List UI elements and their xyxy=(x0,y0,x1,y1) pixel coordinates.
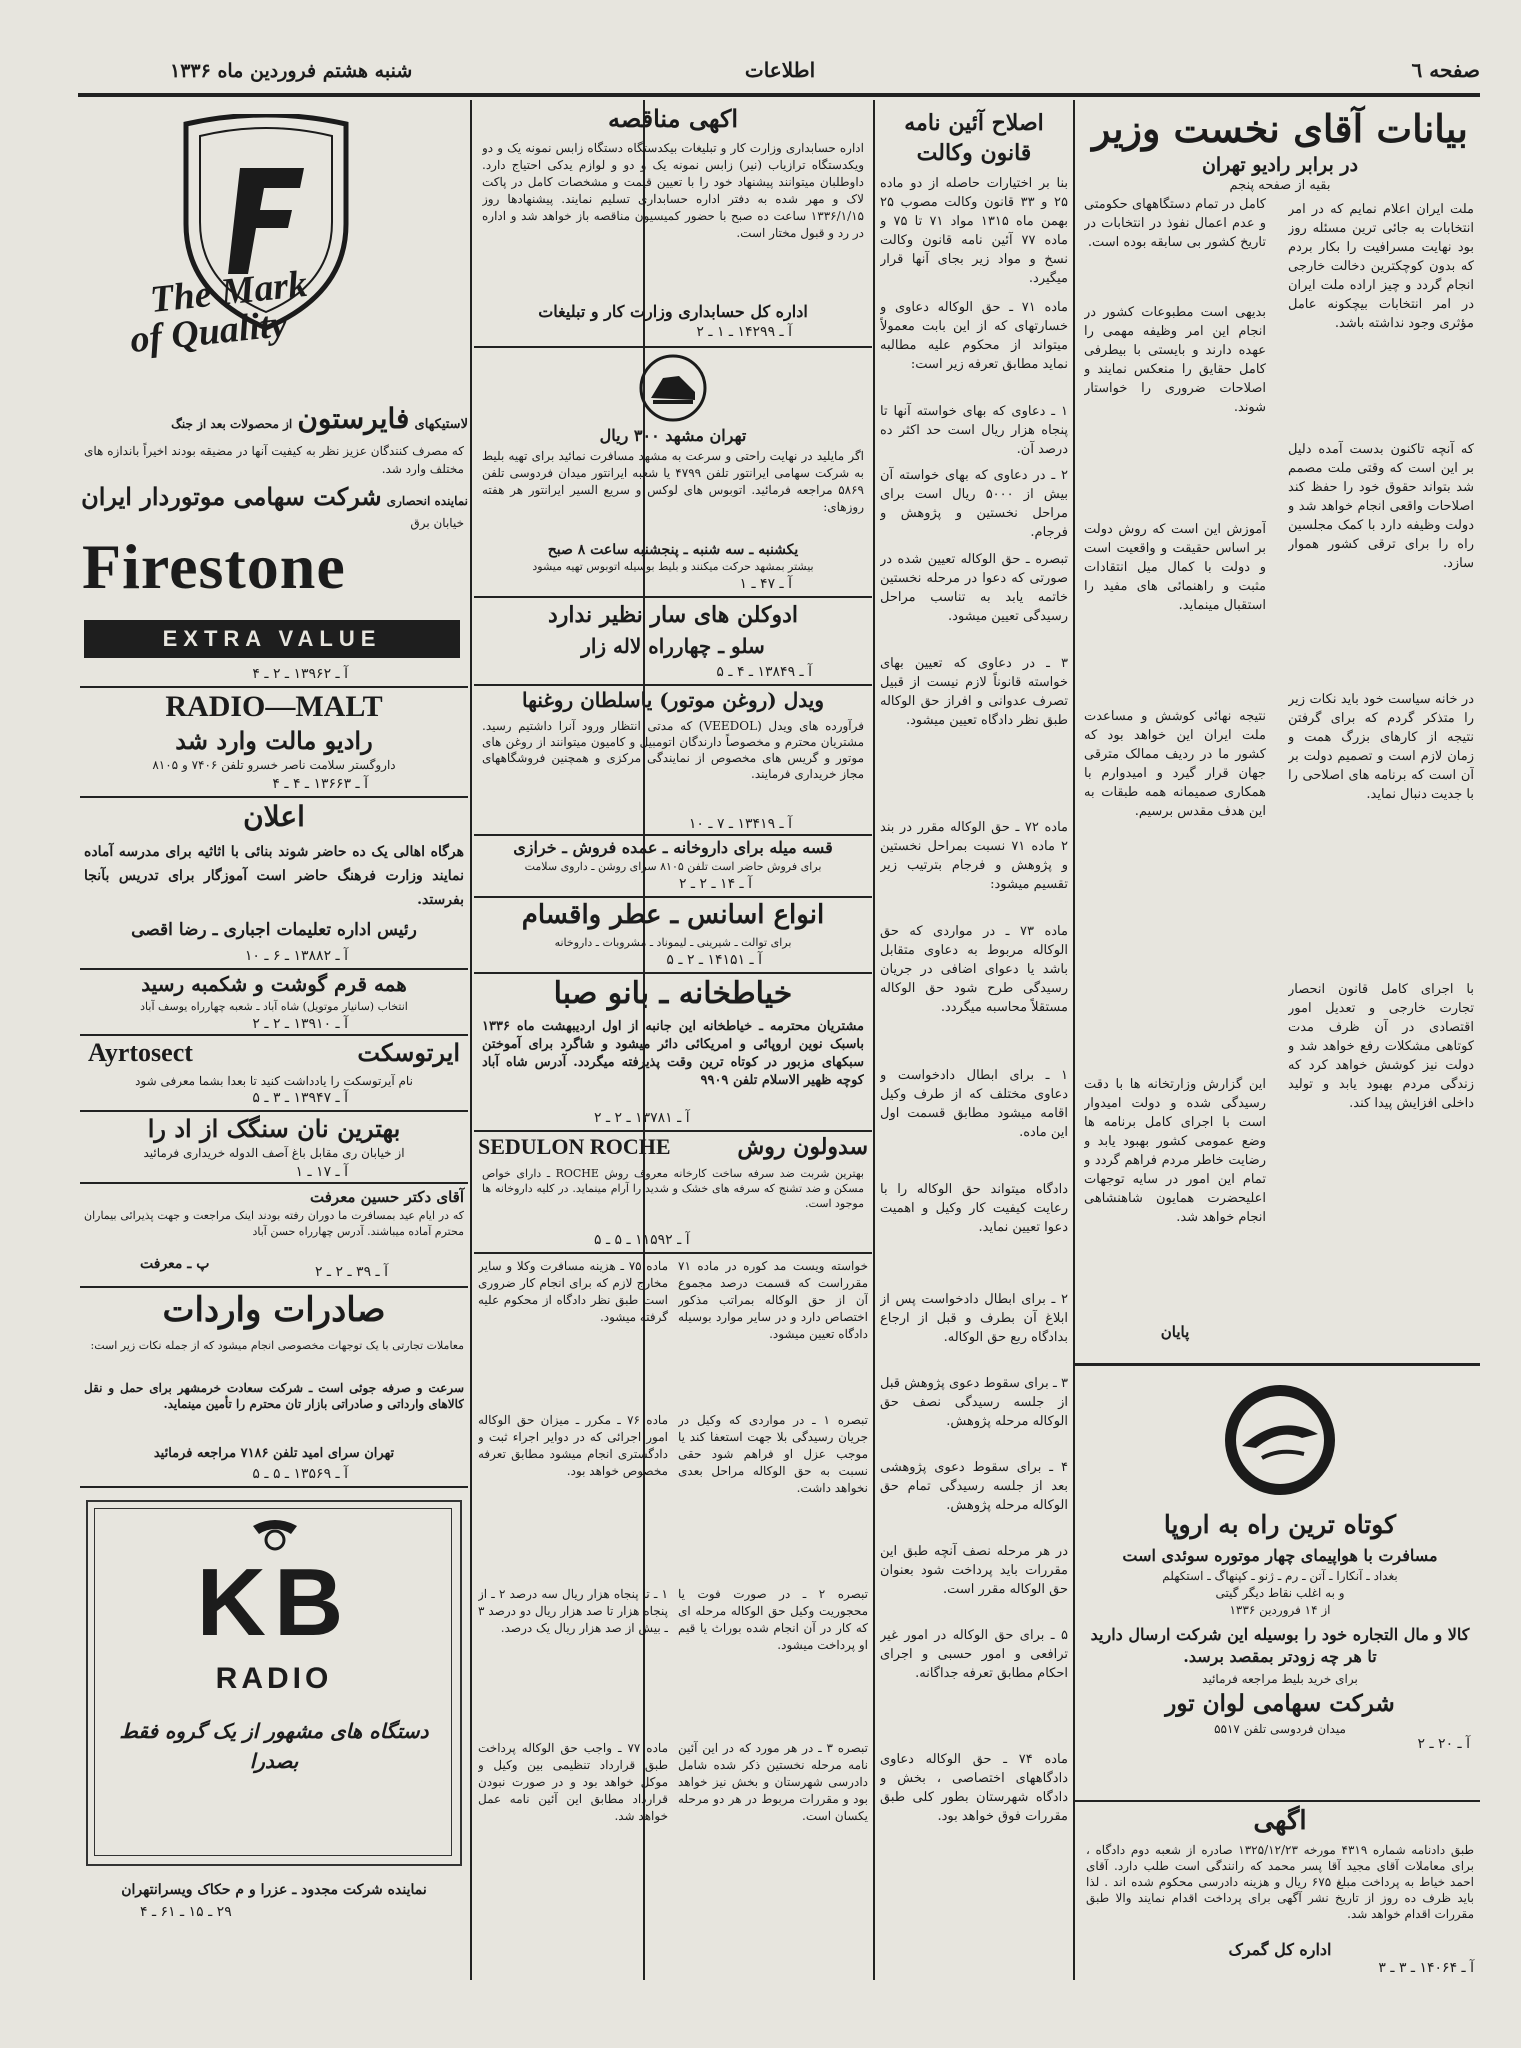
airline-logo-icon xyxy=(1222,1382,1338,1498)
ad-suffix: از محصولات بعد از جنگ xyxy=(171,417,293,431)
article-paragraph: ماده ۷۳ ـ در مواردی که حق الوکاله مربوط به دعاوی متقابل باشد یا دعوای اضافی در جریان رسیدگی طرح شود حق الوکاله مستقلاً محاسبه میگردد. xyxy=(880,924,1068,1015)
logo-text: The Mark xyxy=(148,262,310,322)
column-divider xyxy=(1073,100,1075,1980)
ad-title: قسه میله برای داروخانه ـ عمده فروش ـ خرازی xyxy=(513,838,833,857)
ad-code: آ ـ ۱۴ ـ ۲ ـ ۲ xyxy=(678,876,752,892)
ad-subtitle: برای فروش حاضر است تلفن ۸۱۰۵ سرای روشن ـ داروی سلامت xyxy=(524,860,822,873)
ad-code: آ ـ ۱۳۸۸۲ ـ ۶ ـ ۱۰ xyxy=(244,948,348,964)
ad-title: اعلان xyxy=(243,800,305,833)
dealer-line xyxy=(80,482,468,511)
section-rule xyxy=(80,796,468,798)
section-rule xyxy=(80,686,468,688)
ad-title: ایرتوسکت xyxy=(357,1038,460,1067)
ad-code: آ ـ ۱۳۵۶۹ ـ ۵ ـ ۵ xyxy=(252,1466,348,1482)
article-paragraph: با اجرای کامل قانون انحصار تجارت خارجی و تعدیل امور اقتصادی در آن ظرف مدت کوتاهی مشکلات رفع خواهد شد و دولت نیز کوشش خواهد کرد که زندگی مردم بهبود یابد و تولید داخلی افزایش پیدا کند. xyxy=(1288,982,1474,1111)
section-rule xyxy=(474,896,872,898)
section-rule xyxy=(474,1130,872,1132)
kb-radio-ad xyxy=(86,1500,462,1866)
ad-title: آقای دکتر حسین معرفت xyxy=(310,1188,464,1206)
ad-title-en: SEDULON ROCHE xyxy=(478,1134,671,1159)
section-rule xyxy=(474,834,872,836)
left-ads-column xyxy=(80,100,468,1980)
ad-body: انتخاب (سانیار موتویل) شاه آباد ـ شعبه چهارراه یوسف آباد xyxy=(140,1000,408,1013)
ad-subtitle: برای توالت ـ شیرینی ـ لیموناد ـ مشروبات ـ داروخانه xyxy=(554,936,792,949)
ad-body: از خیابان ری مقابل باغ آصف الدوله خریداری فرمائید xyxy=(143,1146,405,1160)
airline-company: شرکت سهامی لوان تور xyxy=(1165,1690,1395,1717)
article-paragraph: ۳ ـ برای سقوط دعوی پژوهش قبل از جلسه رسیدگی نصف حق الوکاله مرحله پژوهش. xyxy=(880,1376,1068,1429)
section-rule xyxy=(80,1110,468,1112)
article-paragraph: ۱ ـ دعاوی که بهای خواسته آنها تا پنجاه هزار ریال است حد اکثر ده درصد آن. xyxy=(880,404,1068,457)
article-paragraph: ماده ۷۴ ـ حق الوکاله دعاوی دادگاههای اختصاصی ، بخش و دادگاه شهرستان بطور کلی طبق مقررات فوق خواهد بود. xyxy=(880,1752,1068,1824)
ad-code: آ ـ ۱۷ ـ ۱ xyxy=(295,1164,348,1180)
ad-body: بهترین شربت ضد سرفه ساخت کارخانه معروف روش ROCHE ـ دارای خواص مسکن و ضد تشنج که سرفه های خشک و شدید را آرام مینماید. در کلیه داروخانه ها موجود است. xyxy=(482,1167,864,1210)
kb-wordmark: RADIO xyxy=(215,1662,333,1695)
ad-code: آ ـ ۱۳۸۴۹ ـ ۴ ـ ۵ xyxy=(716,664,812,680)
lawyer-regulation-article xyxy=(876,100,1072,1980)
ad-prefix: لاستیکهای xyxy=(414,417,468,432)
article-paragraph: ۱ ـ تا پنجاه هزار ریال سه درصد ۲ ـ از پنجاه هزار تا صد هزار ریال دو درصد ۳ ـ بیش از صد هزار ریال یک درصد. xyxy=(478,1587,668,1635)
extra-value-banner xyxy=(84,620,460,658)
regulation-continued xyxy=(474,1258,872,1978)
section-rule xyxy=(80,1034,468,1036)
ad-title-en: Ayrtosect xyxy=(88,1038,193,1067)
section-rule xyxy=(80,1182,468,1184)
section-rule xyxy=(1075,1800,1480,1802)
ad-sign: رئیس اداره تعلیمات اجباری ـ رضا اقصی xyxy=(131,920,417,940)
banner-text: EXTRA VALUE xyxy=(162,626,382,651)
ad-title-en: RADIO—MALT xyxy=(165,690,383,723)
masthead-rule xyxy=(78,93,1480,97)
firestone-tagline xyxy=(80,402,468,435)
notice-sign: اداره کل گمرک xyxy=(1228,1940,1332,1959)
paper-name: اطلاعات xyxy=(744,58,816,82)
ad-body: فرآورده های ویدل (VEEDOL) که مدتی انتظار ورود آنرا داشتیم رسید. مشتریان محترم و مخصوصاً دارندگان اتومبیل و کامیون میتوانند از روغن های موتور و گریس های مخصوص از نمایندگی مرکزی و همچنین فروشگاههای مجاز خریداری فرمایند. xyxy=(482,719,864,781)
article-paragraph: ۲ ـ برای ابطال دادخواست پس از ابلاغ آن بطرف و قبل از ارجاع بدادگاه ربع حق الوکاله. xyxy=(880,1292,1068,1345)
firestone-wordmark: Firestone xyxy=(82,531,346,602)
ad-code: آ ـ ۱۳۷۸۱ ـ ۲ ـ ۲ xyxy=(594,1110,690,1126)
kb-logo: KB xyxy=(196,1549,352,1656)
ad-body: سرعت و صرفه جوئی است ـ شرکت سعادت خرمشهر برای حمل و نقل کالاهای وارداتی و صادراتی بازار تان محترم را تأمین مینماید. xyxy=(84,1381,464,1411)
ad-sign: اداره کل حسابداری وزارت کار و تبلیغات xyxy=(538,302,808,321)
issue-date: شنبه هشتم فروردین ماه ۱۳۳۶ xyxy=(170,60,413,82)
ad-title: صادرات واردات xyxy=(162,1290,386,1330)
article-paragraph: در خانه سیاست خود باید نکات زیر را متذکر گردم که برای گرفتن نتیجه از کارهای بزرگ همت و زمان لازم است و تصمیم دولت بر آن است که برنامه های اصلاحی را با جدیت دنبال نماید. xyxy=(1288,692,1474,802)
column-divider xyxy=(873,100,875,1980)
ad-code: آ ـ ۱۳۴۱۹ ـ ۷ ـ ۱۰ xyxy=(688,816,792,832)
article-paragraph: تبصره ـ حق الوکاله تعیین شده در صورتی که دعوا در مرحله نخستین خاتمه یابد به تناسب مراحل رسیدگی تعیین میشود. xyxy=(880,552,1068,624)
article-subtitle: در برابر رادیو تهران xyxy=(1201,154,1359,176)
section-rule xyxy=(80,1286,468,1288)
ad-code: آ ـ ۴۷ ـ ۱ xyxy=(739,576,792,592)
notice-body: طبق دادنامه شماره ۴۳۱۹ مورخه ۱۳۲۵/۱۲/۲۳ صادره از شعبه دوم دادگاه ، برای معاملات آقای مجید آقا پسر محمد که رانندگی است طلب دارد. آقای احمد خیاط به پرداخت مبلغ ۶۷۵ ریال و هزینه دادرسی محکوم شده اند . لذا باید ظرف ده روز از تاریخ نشر آگهی برای پرداخت اقدام نمایند والا طبق مقررات اقدام خواهد شد. xyxy=(1086,1843,1474,1921)
section-rule xyxy=(474,972,872,974)
ads-column xyxy=(474,100,872,1435)
kb-tagline: دستگاه های مشهور از یک گروه فقط بصدرا xyxy=(119,1719,429,1773)
article-paragraph: بدیهی است مطبوعات کشور در انجام این امر وظیفه مهمی را عهده دارند و بایستی با بیطرفی کامل حقایق را منعکس نمایند و اصلاحات ضروری را خواستار شوند. xyxy=(1084,305,1266,415)
ad-line: یکشنبه ـ سه شنبه ـ پنجشنبه ساعت ۸ صبح xyxy=(547,542,799,558)
article-paragraph: این گزارش وزارتخانه ها با دقت رسیدگی شده و دولت امیدوار است با اجرای کامل برنامه ها وضع عمومی کشور بهبود یابد و رضایت خاطر مردم فراهم گردد و تمام این امور در سایه توجهات اعلیحضرت همایون شاهنشاهی انجام خواهد شد. xyxy=(1084,1077,1266,1225)
ad-body: که در ایام عید بمسافرت ما دوران رفته بودند اینک مراجعت و جهت پذیرائی بیماران محترم آماده میباشند. آدرس چهارراه حسن آباد xyxy=(84,1209,464,1238)
kb-emblem-icon xyxy=(251,1516,299,1552)
section-rule xyxy=(80,968,468,970)
ad-code: آ ـ ۱۴۱۵۱ ـ ۲ ـ ۵ xyxy=(666,952,762,968)
airline-line: و به اغلب نقاط دیگر گیتی xyxy=(1215,1586,1345,1600)
article-paragraph: ماده ۷۶ ـ مکرر ـ میزان حق الوکاله امور اجرائی که در دوایر اجراء ثبت و دادگستری انجام میشود مطابق تعرفه مخصوص خواهد بود. xyxy=(478,1413,668,1478)
column-divider xyxy=(470,100,472,1980)
dealer-name: شرکت سهامی موتوردار ایران xyxy=(81,482,382,511)
ad-address: تهران سرای امید تلفن ۷۱۸۶ مراجعه فرمائید xyxy=(153,1446,395,1461)
ad-body: هرگاه اهالی یک ده حاضر شوند بنائی با اثاثیه برای مدرسه آماده نمایند وزارت فرهنگ حاضر است آموزگار برای تدریس بآنجا بفرستد. xyxy=(84,844,464,908)
ad-code: آ ـ ۱۴۲۹۹ ـ ۱ ـ ۲ xyxy=(696,324,792,340)
article-paragraph: ماده ۷۵ ـ هزینه مسافرت وکلا و سایر مخارج لازم که برای انجام کار ضروری است طبق نظر دادگاه از محکوم علیه گرفته میشود. xyxy=(478,1259,668,1324)
section-rule xyxy=(474,1252,872,1254)
ad-body: نام آیرتوسکت را یادداشت کنید تا بعدا بشما معرفی شود xyxy=(135,1074,413,1088)
airline-title: کوتاه ترین راه به اروپا xyxy=(1163,1510,1397,1539)
continued-note: بقیه از صفحه پنجم xyxy=(1229,178,1331,193)
ad-code: ۲۹ ـ ۱۵ ـ ۶۱ ـ ۴ xyxy=(140,1904,232,1920)
page-number: صفحه ٦ xyxy=(1411,58,1480,82)
logo-text: of Quality xyxy=(128,302,290,362)
article-paragraph: ماده ۷۱ ـ حق الوکاله دعاوی و خسارتهای که از این بابت معمولاً میتواند از محکوم علیه مطالبه نماید مطابق تعرفه زیر است: xyxy=(880,300,1068,372)
article-paragraph: تبصره ۱ ـ در مواردی که وکیل در جریان رسیدگی بلا جهت استعفا کند یا موجب عزل او فراهم شود حقی نسبت به حق الوکاله مراحل بعدی نخواهد داشت. xyxy=(678,1413,868,1495)
masthead xyxy=(80,54,1480,96)
article-paragraph: بنا بر اختیارات حاصله از دو ماده ۲۵ و ۳۳ قانون وکالت مصوب ۲۵ بهمن ماه ۱۳۱۵ مواد ۷۱ تا ۷۵ و ماده ۷۷ آئین نامه قانون وکالت نسخ و مواد زیر بجای آنها قرار میگیرد. xyxy=(880,176,1068,286)
ad-title: بهترین نان سنگک از اد را xyxy=(147,1114,401,1143)
article-paragraph: تبصره ۳ ـ در هر مورد که در این آئین نامه مرحله نخستین ذکر شده شامل دادرسی شهرستان و بخش نیز خواهد بود و مقررات مربوط در هر دو مرحله یکسان است. xyxy=(678,1741,868,1823)
section-rule xyxy=(474,684,872,686)
bus-logo-icon xyxy=(639,354,707,422)
ad-prefix: نماینده انحصاری xyxy=(386,494,468,508)
pm-speech-continued xyxy=(1080,195,1270,1360)
ad-title: ادوکلن های سار نظیر ندارد xyxy=(547,602,799,628)
customs-notice xyxy=(1080,1806,1480,1981)
ad-body: اگر مایلید در نهایت راحتی و سرعت به مشهد مسافرت نمائید برای تهیه بلیط به شرکت سهامی ایرانتور تلفن ۴۷۹۹ یا شعبه ایرانتور میدان فردوسی تلفن ۵۸۶۹ مراجعه فرمائید. اتوبوس های لوکس و سریع السیر ایرانتور هر هفته روزهای: xyxy=(482,449,864,514)
article-paragraph: ماده ۷۷ ـ واجب حق الوکاله پرداخت طبق قرارداد تنظیمی بین وکیل و موکل خواهد بود و در صورت نبودن قرارداد مطابق این آئین نامه عمل خواهد شد. xyxy=(478,1741,668,1823)
ad-title: ویدل (روغن موتور) یاسلطان روغنها xyxy=(522,688,824,712)
ad-title: همه قرم گوشت و شکمبه رسید xyxy=(141,972,407,996)
airline-address: میدان فردوسی تلفن ۵۵۱۷ xyxy=(1214,1722,1346,1736)
section-rule xyxy=(1075,1363,1480,1366)
article-paragraph: تبصره ۲ ـ در صورت فوت یا محجوریت وکیل حق الوکاله مرحله ای که کار در آن انجام شده بوراث یا قیم او پرداخت میشود. xyxy=(678,1587,868,1652)
ad-title: سدولون روش xyxy=(737,1134,868,1160)
article-paragraph: دادگاه میتواند حق الوکاله را با رعایت کیفیت کار وکیل و اهمیت دعوا تعیین نماید. xyxy=(880,1182,1068,1235)
ad-code: آ ـ ۱۳۹۶۲ ـ ۲ ـ ۴ xyxy=(252,666,348,682)
ad-code: آ ـ ۱۳۹۱۰ ـ ۲ ـ ۲ xyxy=(252,1016,348,1032)
airline-cargo: کالا و مال التجاره خود را بوسیله این شرکت ارسال دارید تا هر چه زودتر بمقصد برسد. xyxy=(1090,1625,1470,1666)
ad-title: اکهی مناقصه xyxy=(607,104,739,133)
airline-ad xyxy=(1080,1370,1480,1750)
ad-title: انواع اسانس ـ عطر واقسام xyxy=(521,900,825,930)
ad-title: فایرستون xyxy=(297,402,410,435)
section-rule xyxy=(474,346,872,348)
ad-line: بیشتر بمشهد حرکت میکنند و بلیط بوسیله اتوبوس تهیه میشود xyxy=(532,560,814,573)
airline-route: بغداد ـ آنکارا ـ آتن ـ رم ـ ژنو ـ کپنهاگ ـ استکهلم xyxy=(1162,1569,1398,1583)
article-paragraph: ماده ۷۲ ـ حق الوکاله مقرر در بند ۲ ماده ۷۱ نسبت بمراحل نخستین و پژوهش و فرجام بترتیب زیر تقسیم میشود: xyxy=(880,820,1068,892)
article-paragraph: خواسته ویست مد کوره در ماده ۷۱ مقرراست که قسمت درصد مجموع آن از حق الوکاله بمراتب مذکور اختصاص دارد و در سایر موارد بوسیله دادگاه تعیین میشود. xyxy=(678,1259,868,1341)
ad-subtitle: سلو ـ چهارراه لاله زار xyxy=(581,634,765,658)
article-paragraph: که آنچه تاکنون بدست آمده دلیل بر این است که وقتی ملت مصمم شد بتواند حقوق خود را حفظ کند اصلاحات واقعی انجام خواهد شد و دولت وظیفه دارد با کمک مجلسین راه را برای ترقی کشور هموار سازد. xyxy=(1288,442,1474,571)
article-paragraph: ۲ ـ در دعاوی که بهای خواسته آن بیش از ۵۰۰۰ ریال است برای مراحل نخستین و پژوهش و فرجام. xyxy=(880,468,1068,540)
article-end: پایان xyxy=(1160,1323,1190,1341)
notice-title: اگهی xyxy=(1253,1806,1307,1836)
ad-title: تهران مشهد ۳۰۰ ریال xyxy=(599,426,747,445)
airline-line: مسافرت با هواپیمای چهار موتوره سوئدی است xyxy=(1122,1546,1438,1565)
airline-line: برای خرید بلیط مراجعه فرمائید xyxy=(1202,1672,1358,1686)
ad-body: اداره حسابداری وزارت کار و تبلیغات بیکدستگاه دستگاه زابس نمونه یک و دو ویکدستگاه ترازیاب (نیر) زابس نمونه یک و دو و لوازم یدکی احتیاج دارد. داوطلبان میتوانند پیشنهاد خود را با تعیین قیمت و مشخصات کامل در پاکت لاک و مهر شده به دفتر اداره حسابداری تسلیم نمایند. پیشنهادها روز ۱۳۳۶/۱/۱۵ ساعت ده صبح با حضور کمیسیون مناقصه باز خواهد شد و اداره در رد و قبول مختار است. xyxy=(482,141,864,240)
ad-code: آ ـ ۳۹ ـ ۲ ـ ۲ xyxy=(314,1264,388,1280)
ad-address: داروگستر سلامت ناصر خسرو تلفن ۷۴۰۶ و ۸۱۰۵ xyxy=(152,758,396,772)
ad-body: مشتریان محترمه ـ خیاطخانه این جانبه از اول اردیبهشت ماه ۱۳۳۶ باسبک نوین اروپائی و امریکائی دائر میشود و شاگرد برای آموختن سبکهای مزبور در کوتاه ترین وقت پذیرفته میگردد. آدرس شاه آباد کوچه ظهیر الاسلام تلفن ۹۹۰۹ xyxy=(482,1019,864,1088)
article-paragraph: آموزش این است که روش دولت بر اساس حقیقت و واقعیت است و دولت با کمال میل انتقادات مثبت و راهنمائی های مفید را استقبال مینماید. xyxy=(1084,522,1266,613)
ad-code: آ ـ ۱۴۰۶۴ ـ ۳ ـ ۳ xyxy=(1378,1960,1474,1976)
ad-sign: پ ـ معرفت xyxy=(140,1256,210,1272)
ad-code: آ ـ ۱۳۶۶۳ ـ ۴ ـ ۴ xyxy=(272,776,368,792)
ad-body: معاملات تجارتی با یک توجهات مخصوصی انجام میشود که از جمله نکات زیر است: xyxy=(90,1339,464,1352)
article-paragraph: ۳ ـ در دعاوی که تعیین بهای خواسته قانوناً لازم نیست از قبیل تصرف عدوانی و افراز حق الوکاله طبق نظر دادگاه تعیین میشود. xyxy=(880,656,1068,728)
article-paragraph: ۴ ـ برای سقوط دعوی پژوهشی بعد از جلسه رسیدگی تمام حق الوکاله مرحله پژوهش. xyxy=(880,1460,1068,1513)
article-headline: بیانات آقای نخست وزیر xyxy=(1092,106,1468,151)
dealer-address: خیابان برق xyxy=(410,516,464,530)
ad-code: آ ـ ۲۰ ـ ۲ xyxy=(1417,1736,1470,1752)
article-paragraph: کامل در تمام دستگاههای حکومتی و عدم اعمال نفوذ در انتخابات در تاریخ کشور بی سابقه بوده است. xyxy=(1084,197,1266,250)
article-headline: اصلاح آئین نامه قانون وکالت xyxy=(904,110,1044,166)
article-paragraph: در هر مرحله نصف آنچه طبق این مقررات باید پرداخت شود بعنوان حق الوکاله مقرر است. xyxy=(880,1544,1068,1597)
article-paragraph: ملت ایران اعلام نمایم که در امر انتخابات به جائی ترین مسئله روز بود نهایت مسرافیت را بکار بردم که بدون کوچکترین دخالت خارجی انجام گردد و چیز اراده ملت ایران در امر انتخابات بیچکونه عامل مؤثری وجود نداشته باشد. xyxy=(1288,202,1474,331)
ad-code: آ ـ ۱۱۵۹۲ ـ ۵ ـ ۵ xyxy=(594,1232,690,1248)
article-paragraph: ۵ ـ برای حق الوکاله در امور غیر ترافعی و امور حسبی و اجرای احکام مطابق تعرفه جداگانه. xyxy=(880,1628,1068,1681)
ad-title: رادیو مالت وارد شد xyxy=(175,726,373,755)
section-rule xyxy=(80,1486,468,1488)
ad-title: خیاطخانه ـ بانو صبا xyxy=(553,976,793,1011)
section-rule xyxy=(474,596,872,598)
ad-code: آ ـ ۱۳۹۴۷ ـ ۳ ـ ۵ xyxy=(252,1090,348,1106)
article-paragraph: ۱ ـ برای ابطال دادخواست و دعاوی مختلف که از طرف وکیل اقامه میشود مطابق قسمت اول این ماده. xyxy=(880,1068,1068,1140)
article-paragraph: نتیجه نهائی کوشش و مساعدت ملت ایران این خواهد بود که کشور ما در ردیف ممالک مترقی جهان قرار گیرد و امیدوارم با همکاری صمیمانه همه طبقات به این هدف مقدس برسیم. xyxy=(1084,709,1266,819)
airline-line: از ۱۴ فروردین ۱۳۳۶ xyxy=(1229,1603,1331,1617)
ad-dealer: نماینده شرکت مجدود ـ عزرا و م حکاک ویسرانتهران xyxy=(121,1882,427,1898)
ad-body: که مصرف کنندگان عزیز نظر به کیفیت آنها در مضیقه بودند اخیراً باندازه های مختلف وارد شد. xyxy=(84,444,464,476)
